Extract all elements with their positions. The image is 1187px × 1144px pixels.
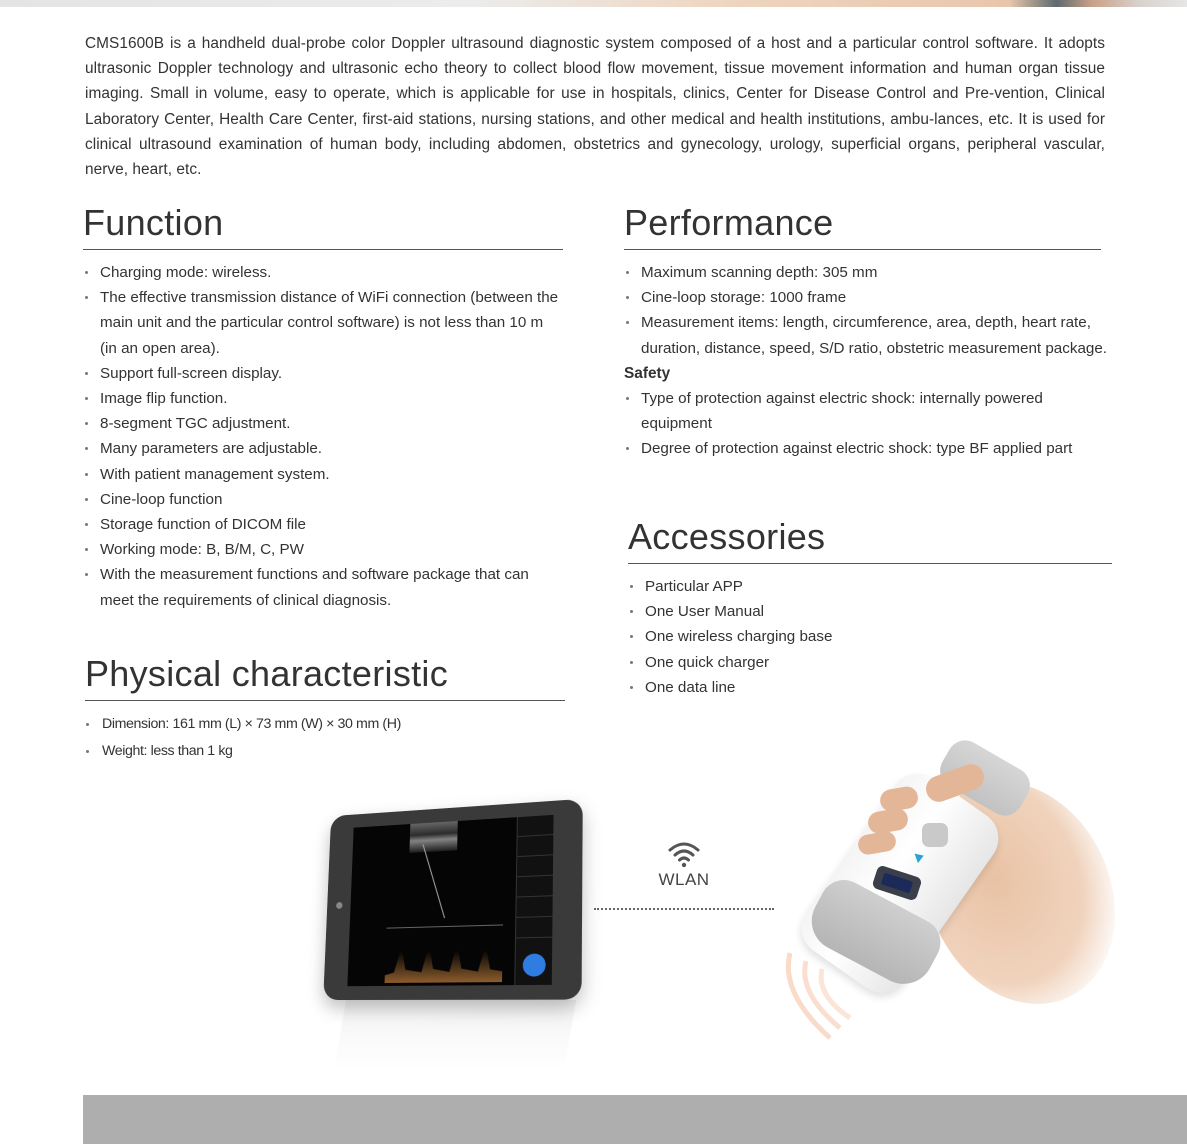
list-item: With patient management system. <box>83 462 563 487</box>
accessories-heading: Accessories <box>628 517 1112 564</box>
wlan-label: WLAN <box>658 870 710 889</box>
safety-list <box>624 386 1114 462</box>
list-item: Image flip function. <box>83 386 563 411</box>
ultrasound-screen <box>347 815 553 986</box>
function-list <box>83 260 563 613</box>
list-item: Type of protection against electric shock: internally powered equipment <box>624 386 1114 436</box>
top-banner-image-strip <box>0 0 1187 7</box>
b-mode-image <box>409 821 457 853</box>
safety-subheading: Safety <box>624 364 671 382</box>
list-item: Cine-loop function <box>83 487 563 512</box>
doppler-baseline <box>386 924 503 928</box>
wlan-connection-graphic <box>594 840 774 915</box>
list-item: 8-segment TGC adjustment. <box>83 411 563 436</box>
product-intro-paragraph: CMS1600B is a handheld dual-probe color Doppler ultrasound diagnostic system composed of a host and a particular control software. It adopts ultrasonic Doppler technology and ultrasonic echo theory to collect blood flow movement, tissue movement information and human organ tissue imaging. Small in volume, easy to operate, which is applicable for use in hospitals, clinics, Center for Disease Control and Pre-vention, Clinical Laboratory Center, Health Care Center, first-aid stations, nursing stations, and other medical and health institutions, ambu-lances, etc. It is used for clinical ultrasound examination of human body, including abdomen, obstetrics and gynecology, urology, superficial organs, peripheral vascular, nerve, heart, etc. <box>85 35 1105 179</box>
list-item: Dimension: 161 mm (L) × 73 mm (W) × 30 mm (H) <box>85 711 565 738</box>
list-item: Weight: less than 1 kg <box>85 738 565 765</box>
function-heading: Function <box>83 203 563 250</box>
physical-list <box>85 711 565 765</box>
tablet-camera-icon <box>336 902 343 909</box>
list-item: Particular APP <box>628 574 1112 599</box>
handheld-probe-image <box>770 748 1130 1038</box>
list-item: Working mode: B, B/M, C, PW <box>83 537 563 562</box>
list-item: Charging mode: wireless. <box>83 260 563 285</box>
list-item: One wireless charging base <box>628 624 1112 649</box>
performance-section <box>624 203 1114 462</box>
tablet-device-image <box>323 799 583 1000</box>
list-item: Cine-loop storage: 1000 frame <box>624 285 1114 310</box>
pw-doppler-spectrum <box>385 929 503 983</box>
doppler-cursor-line <box>423 844 446 918</box>
function-section <box>83 203 563 613</box>
list-item: Measurement items: length, circumference, area, depth, heart rate, duration, distance, speed, S/D ratio, obstetric measurement package. <box>624 310 1114 360</box>
performance-heading: Performance <box>624 203 1101 250</box>
performance-list <box>624 260 1114 361</box>
tablet-reflection <box>334 1000 576 1070</box>
list-item: Degree of protection against electric shock: type BF applied part <box>624 436 1114 461</box>
list-item: Support full-screen display. <box>83 361 563 386</box>
list-item: One User Manual <box>628 599 1112 624</box>
list-item: Maximum scanning depth: 305 mm <box>624 260 1114 285</box>
accessories-section <box>628 517 1112 700</box>
physical-heading: Physical characteristic <box>85 654 565 701</box>
list-item: Storage function of DICOM file <box>83 512 563 537</box>
list-item: The effective transmission distance of WiFi connection (between the main unit and the particular control software) is not less than 10 m (in an open area). <box>83 285 563 361</box>
list-item: With the measurement functions and software package that can meet the requirements of clinical diagnosis. <box>83 562 563 612</box>
wifi-icon <box>667 840 701 870</box>
probe-power-button-icon <box>922 823 948 847</box>
dotted-connection-line <box>594 908 774 910</box>
bottom-gray-bar <box>83 1095 1187 1144</box>
list-item: One quick charger <box>628 650 1112 675</box>
accessories-list <box>628 574 1112 700</box>
list-item: Many parameters are adjustable. <box>83 436 563 461</box>
physical-characteristic-section <box>85 654 565 765</box>
list-item: One data line <box>628 675 1112 700</box>
